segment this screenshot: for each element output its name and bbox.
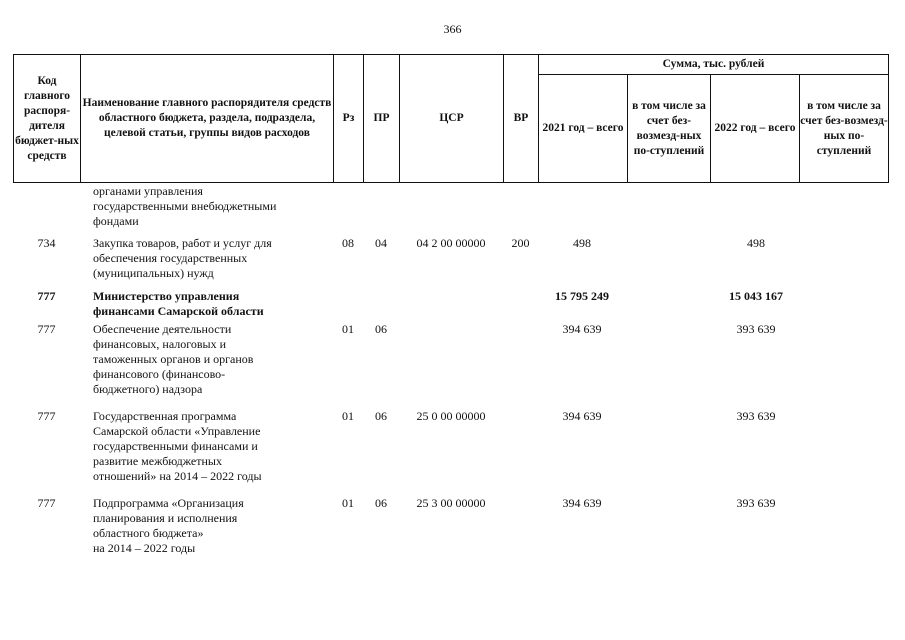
row-3-name: Обеспечение деятельности финансовых, налоговых и таможенных органов и органов финансового (финансово- бюджетного) надзора [93,322,254,396]
row-5-sum-2021: 394 639 [562,496,602,510]
row-4-pr: 06 [375,409,387,423]
row-1-name: Закупка товаров, работ и услуг для обеспечения государственных (муниципальных) нужд [93,236,272,280]
row-5-sum-2022: 393 639 [736,496,776,510]
header-name: Наименование главного распорядителя средств областного бюджета, раздела, подраздела, целевой статьи, группы видов расходов [80,54,334,183]
row-4-csr: 25 0 00 00000 [416,409,486,423]
row-3-rz: 01 [342,322,354,336]
header-sum-group: Сумма, тыс. рублей [538,54,889,75]
row-4-sum-2021: 394 639 [562,409,602,423]
header-2022-bv: в том числе за счет без-возмезд-ных по-ступлений [799,74,889,183]
header-2022: 2022 год – всего [710,74,800,183]
header-2021-bv: в том числе за счет без-возмезд-ных по-ступлений [627,74,711,183]
row-5-pr: 06 [375,496,387,510]
row-5-name: Подпрограмма «Организация планирования и исполнения областного бюджета» на 2014 – 2022 годы [93,496,244,555]
row-4-sum-2022: 393 639 [736,409,776,423]
table-header [13,54,889,183]
header-pr: ПР [363,54,400,183]
row-3-pr: 06 [375,322,387,336]
header-csr: ЦСР [399,54,504,183]
page-number: 366 [443,22,462,36]
row-5-kod: 777 [37,496,56,510]
row-2-sum-2021: 15 795 249 [555,289,609,303]
row-5-rz: 01 [342,496,354,510]
header-2021: 2021 год – всего [538,74,628,183]
row-1-rz: 08 [342,236,354,250]
row-0-name: органами управления государственными внебюджетными фондами [93,184,277,228]
header-kod: Код главного распоря-дителя бюджет-ных средств [13,54,81,183]
row-1-vr: 200 [511,236,530,250]
header-rz: Рз [333,54,364,183]
row-1-kod: 734 [37,236,56,250]
row-2-kod: 777 [37,289,56,303]
row-1-sum-2021: 498 [573,236,591,250]
row-3-sum-2021: 394 639 [562,322,602,336]
row-3-sum-2022: 393 639 [736,322,776,336]
row-1-sum-2022: 498 [747,236,765,250]
row-4-kod: 777 [37,409,56,423]
row-2-sum-2022: 15 043 167 [729,289,783,303]
row-5-csr: 25 3 00 00000 [416,496,486,510]
row-2-name: Министерство управления финансами Самарской области [93,289,264,318]
row-1-csr: 04 2 00 00000 [416,236,486,250]
row-1-pr: 04 [375,236,387,250]
header-vr: ВР [503,54,539,183]
row-4-rz: 01 [342,409,354,423]
row-3-kod: 777 [37,322,56,336]
row-4-name: Государственная программа Самарской области «Управление государственными финансами и развитие межбюджетных отношений» на 2014 – 2022 годы [93,409,262,483]
